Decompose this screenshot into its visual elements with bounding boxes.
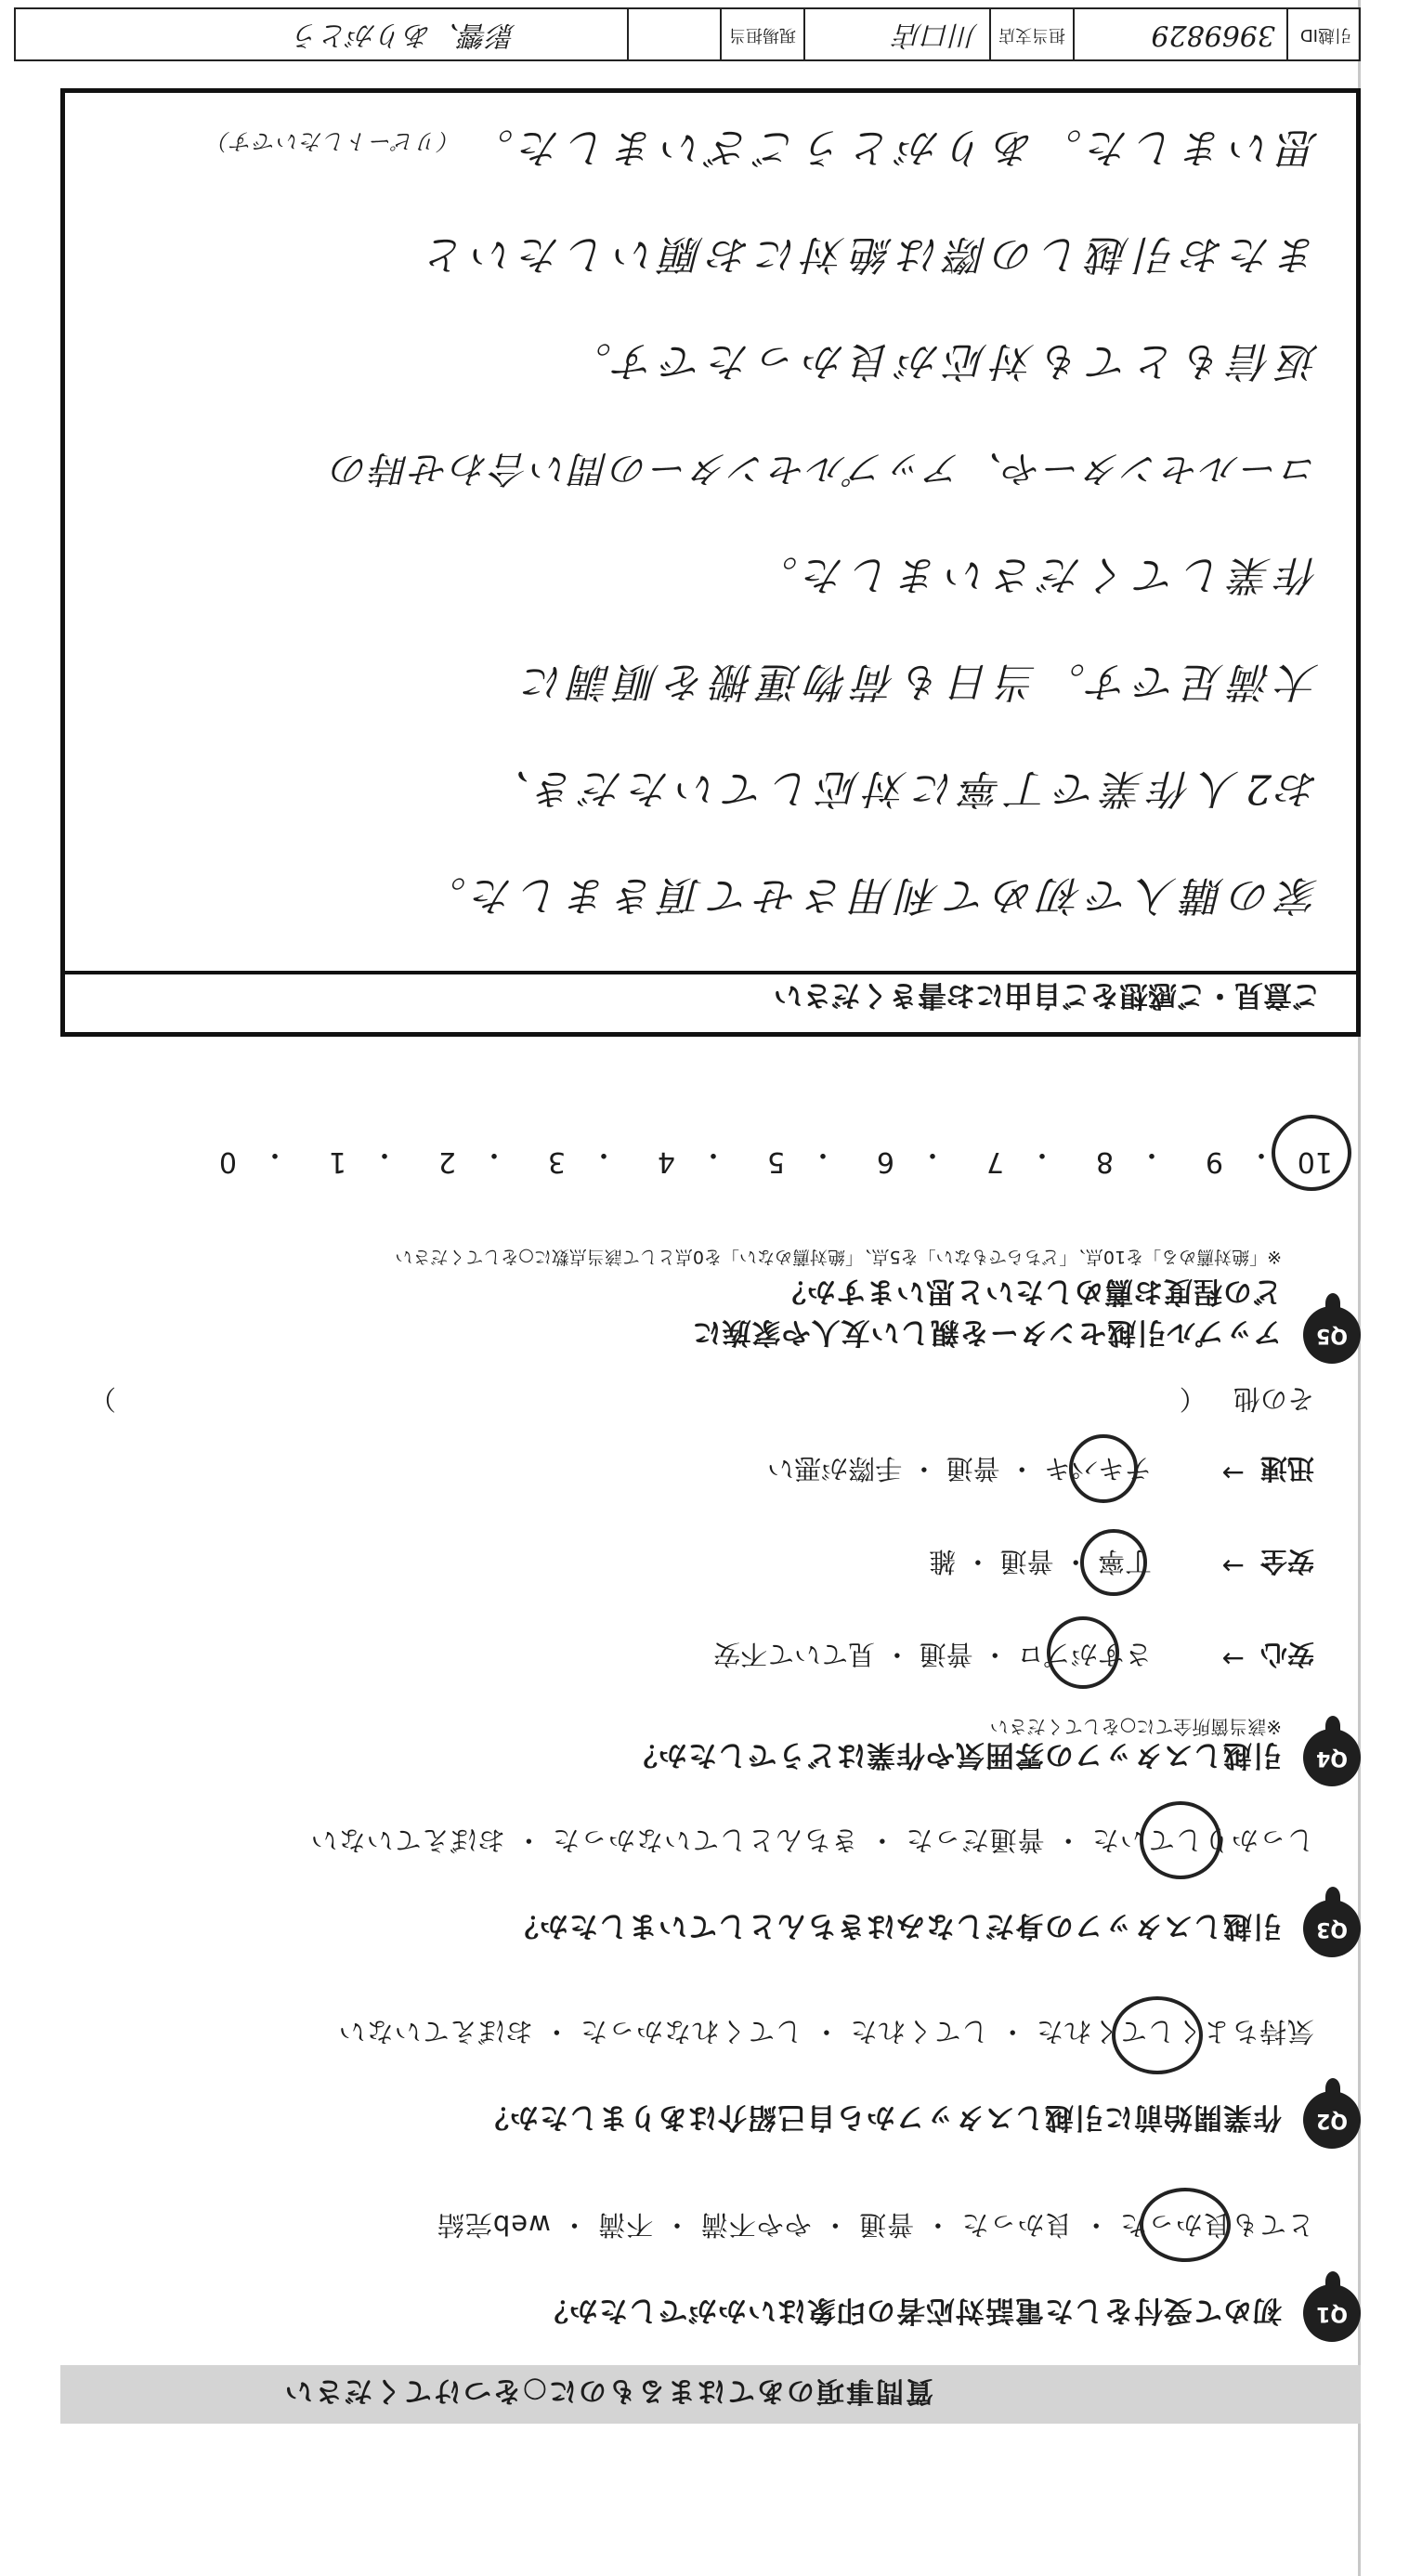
score-7: 7 [985, 1145, 1004, 1178]
score-6: 6 [876, 1145, 894, 1178]
score-separator: ・ [590, 1138, 618, 1170]
score-separator: ・ [699, 1138, 727, 1170]
paren-open: （ [1179, 1383, 1207, 1415]
score-separator: ・ [480, 1138, 508, 1170]
comment-line: 家の購入で初めて利用させて頂きました。 [419, 871, 1319, 919]
arrow-icon: → [1221, 1550, 1245, 1582]
q4-row-options: さすがプロ ・ 普通 ・ 見ていて不安 [713, 1639, 1152, 1670]
score-separator: ・ [371, 1138, 398, 1170]
q4-note: ※該当箇所全てに○をしてください [989, 1716, 1282, 1738]
comment-line: コールセンターや、アップルセンターの問い合わせ時の [329, 447, 1319, 490]
arrow-icon: → [1221, 1458, 1245, 1489]
q2-answer-circle [1112, 1996, 1203, 2074]
q5-line1: アップル引越センターを親しい友人や家族に [691, 1315, 1282, 1349]
q4-text: 引越しスタッフの雰囲気や作業はどうでしたか？ [628, 1738, 1282, 1772]
q4-anshin-circle [1047, 1616, 1119, 1689]
q3-options: しっかりしていた ・ 普通だった ・ きちんとしていなかった ・ おぼえていない [309, 1824, 1314, 1856]
score-separator: ・ [809, 1138, 837, 1170]
branch-label-cell: 担当支店 [989, 9, 1073, 59]
q4-badge-icon: Q4 [1303, 1729, 1361, 1786]
comment-line: （リピートしたいです） [206, 128, 462, 154]
score-3: 3 [547, 1145, 566, 1178]
branch-value-cell: 川口店 [803, 9, 989, 59]
score-8: 8 [1095, 1145, 1114, 1178]
comment-line: お2人作業で丁寧に対応していただき、 [482, 765, 1319, 812]
q1-answer-circle [1140, 2188, 1231, 2262]
score-5: 5 [766, 1145, 785, 1178]
name-value-cell: 影響、ありがとう [293, 19, 515, 51]
q3-answer-circle [1140, 1801, 1221, 1879]
score-0: 0 [218, 1145, 237, 1178]
id-value-cell: 3969829 [1073, 9, 1286, 59]
q5-line2: どの程度お薦めしたいと思いますか？ [776, 1275, 1282, 1308]
comment-heading: ご意見・ご感想をご自由にお書きください [774, 978, 1321, 1012]
comment-line: 返信もとても対応が良かったです。 [564, 337, 1319, 385]
q2-options: 気持ちよくしてくれた ・ してくれた ・ してくれなかった ・ おぼえていない [337, 2016, 1314, 2047]
leader-value-cell [627, 9, 720, 59]
q1-text: 初めて受付をした電話対応者の印象はいかがでしたか？ [539, 2294, 1282, 2327]
q3-badge-icon: Q3 [1303, 1900, 1361, 1957]
q1-options: とても良かった ・ 良かった ・ 普通 ・ やや不満 ・ 不満 ・ web完結 [436, 2209, 1314, 2241]
comment-line: またお引越しの際は絶対にお願いしたいと [419, 230, 1319, 278]
footer [0, 0, 1409, 78]
id-label-cell: 引越ID [1286, 9, 1359, 59]
score-separator: ・ [1247, 1138, 1275, 1170]
q4-row-label: 安全 [1259, 1546, 1314, 1577]
score-separator: ・ [1028, 1138, 1056, 1170]
question-3 [60, 1809, 1361, 1957]
score-separator: ・ [261, 1138, 289, 1170]
q4-row-options: 丁寧 ・ 普通 ・ 雑 [929, 1546, 1152, 1577]
score-separator: ・ [919, 1138, 946, 1170]
score-4: 4 [657, 1145, 675, 1178]
q4-row-label: 迅速 [1259, 1453, 1314, 1484]
question-1 [60, 2193, 1361, 2342]
comment-line: 大満足です。当日も荷物運搬を順調に [516, 658, 1319, 705]
footer-table [14, 7, 1361, 61]
score-selected-circle [1272, 1115, 1351, 1191]
score-9: 9 [1205, 1145, 1223, 1178]
comment-text [93, 87, 1319, 948]
comment-line: 思いました。ありがとうございました。 [466, 124, 1319, 171]
comment-box [60, 88, 1361, 1037]
q5-badge-icon: Q5 [1303, 1306, 1361, 1364]
q1-badge-icon: Q1 [1303, 2284, 1361, 2342]
question-4 [60, 1383, 1361, 1786]
header-instruction: 質問事項のあてはまるものに○をつけてください [282, 2374, 933, 2407]
q5-note: ※「絶対薦める」を10点、「どちらでもない」を5点、「絶対薦めない」を0点として該当点数に○をしてください [395, 1247, 1282, 1267]
q3-text: 引越しスタッフの身だしなみはきちんとしていましたか？ [509, 1909, 1282, 1942]
q4-other [88, 1381, 1314, 1419]
score-separator: ・ [1138, 1138, 1166, 1170]
score-1: 1 [328, 1145, 346, 1178]
score-scale [60, 1122, 1361, 1178]
q4-row-label: 安心 [1259, 1639, 1314, 1670]
question-2 [60, 2000, 1361, 2149]
paren-close: ） [88, 1383, 116, 1415]
header-bar [60, 2365, 1361, 2424]
score-10: 10 [1297, 1145, 1333, 1178]
q4-row-options: テキパキ ・ 普通 ・ 手際が悪い [767, 1453, 1152, 1484]
q4-other-label: その他 [1233, 1383, 1314, 1415]
q2-text: 作業開始前に引越しスタッフから自己紹介はありましたか？ [479, 2100, 1282, 2134]
q2-badge-icon: Q2 [1303, 2091, 1361, 2149]
comment-divider [65, 971, 1356, 974]
comment-line: 作業してくださいました。 [750, 551, 1319, 598]
leader-label-cell: 現場担当 [720, 9, 803, 59]
arrow-icon: → [1221, 1643, 1245, 1675]
q4-anzen-circle [1080, 1529, 1147, 1596]
score-2: 2 [437, 1145, 456, 1178]
question-5 [60, 1085, 1361, 1364]
q4-jinsoku-circle [1069, 1434, 1138, 1503]
